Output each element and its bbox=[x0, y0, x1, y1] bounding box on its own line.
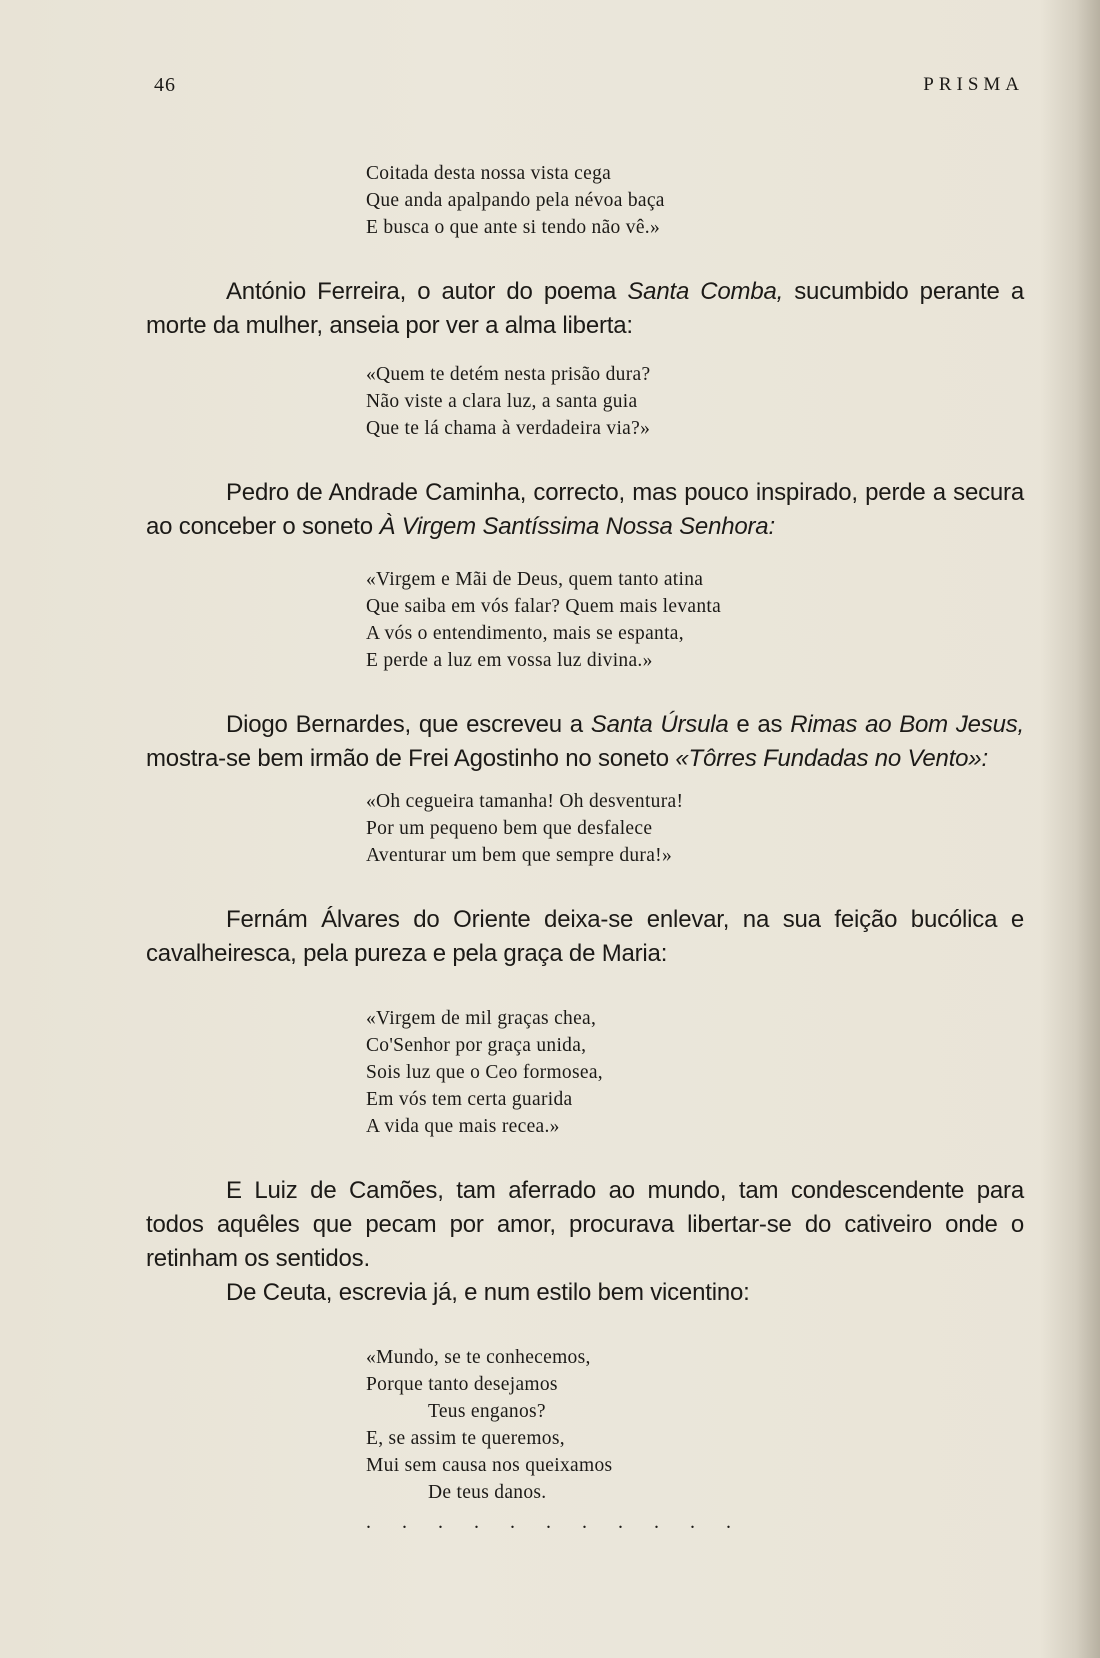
verse-line: Co'Senhor por graça unida, bbox=[366, 1035, 587, 1056]
verse-line: «Virgem de mil graças chea, bbox=[366, 1008, 597, 1029]
verse-quote bbox=[366, 1344, 1024, 1506]
verse-line: E busca o que ante si tendo não vê.» bbox=[366, 217, 661, 238]
verse-line: Coitada desta nossa vista cega bbox=[366, 163, 612, 184]
verse-line: Mui sem causa nos queixamos bbox=[366, 1455, 613, 1476]
work-title: Rimas ao Bom Jesus, bbox=[790, 711, 1024, 738]
verse-line: «Virgem e Mãi de Deus, quem tanto atina bbox=[366, 569, 704, 590]
verse-quote bbox=[366, 566, 1024, 674]
verse-line: Aventurar um bem que sempre dura!» bbox=[366, 845, 673, 866]
work-title: Santa Comba, bbox=[627, 278, 784, 305]
verse-line: «Oh cegueira tamanha! Oh desventura! bbox=[366, 791, 684, 812]
verse-quote bbox=[366, 788, 1024, 869]
work-title: «Tôrres Fundadas no Vento»: bbox=[675, 745, 988, 772]
ellipsis-row: . . . . . . . . . . . bbox=[366, 1511, 744, 1533]
running-header bbox=[154, 74, 1024, 104]
page-body bbox=[146, 160, 1024, 1532]
verse-line: De teus danos. bbox=[428, 1482, 547, 1503]
work-title: À Virgem Santíssima Nossa Senhora: bbox=[379, 513, 775, 540]
verse-line: «Mundo, se te conhecemos, bbox=[366, 1347, 591, 1368]
paragraph: Diogo Bernardes, que escreveu a Santa Úrsula e as Rimas ao Bom Jesus, mostra-se bem irmão de Frei Agostinho no soneto «Tôrres Fundadas no Vento»: bbox=[146, 711, 1024, 772]
verse-line: Por um pequeno bem que desfalece bbox=[366, 818, 653, 839]
work-title: Santa Úrsula bbox=[590, 711, 729, 738]
verse-quote bbox=[366, 160, 1024, 241]
page-edge-shadow bbox=[1040, 0, 1100, 1658]
paragraph: E Luiz de Camões, tam aferrado ao mundo, tam condescendente para todos aquêles que pecam por amor, procurava libertar-se do cativeiro onde o retinham os sentidos. bbox=[146, 1177, 1024, 1272]
page-number: 46 bbox=[154, 74, 176, 96]
verse-line: Em vós tem certa guarida bbox=[366, 1089, 573, 1110]
verse-line: Porque tanto desejamos bbox=[366, 1374, 558, 1395]
verse-line: Que saiba em vós falar? Quem mais levanta bbox=[366, 596, 722, 617]
verse-line: A vida que mais recea.» bbox=[366, 1116, 560, 1137]
paragraph: De Ceuta, escrevia já, e num estilo bem vicentino: bbox=[226, 1279, 750, 1306]
verse-line: Que te lá chama à verdadeira via?» bbox=[366, 418, 651, 439]
verse-line: Não viste a clara luz, a santa guia bbox=[366, 391, 638, 412]
verse-line: «Quem te detém nesta prisão dura? bbox=[366, 364, 651, 385]
verse-quote bbox=[366, 1005, 1024, 1140]
running-title: PRISMA bbox=[923, 74, 1024, 95]
verse-quote bbox=[366, 361, 1024, 442]
paragraph: Fernám Álvares do Oriente deixa-se enlevar, na sua feição bucólica e cavalheiresca, pela pureza e pela graça de Maria: bbox=[146, 906, 1024, 967]
verse-line: Teus enganos? bbox=[428, 1401, 546, 1422]
paragraph: António Ferreira, o autor do poema Santa Comba, sucumbido perante a morte da mulher, anseia por ver a alma liberta: bbox=[146, 278, 1024, 339]
verse-line: A vós o entendimento, mais se espanta, bbox=[366, 623, 684, 644]
verse-line: E perde a luz em vossa luz divina.» bbox=[366, 650, 653, 671]
verse-line: Sois luz que o Ceo formosea, bbox=[366, 1062, 603, 1083]
verse-line: E, se assim te queremos, bbox=[366, 1428, 565, 1449]
verse-line: Que anda apalpando pela névoa baça bbox=[366, 190, 665, 211]
paragraph: Pedro de Andrade Caminha, correcto, mas pouco inspirado, perde a secura ao conceber o soneto À Virgem Santíssima Nossa Senhora: bbox=[146, 479, 1024, 540]
